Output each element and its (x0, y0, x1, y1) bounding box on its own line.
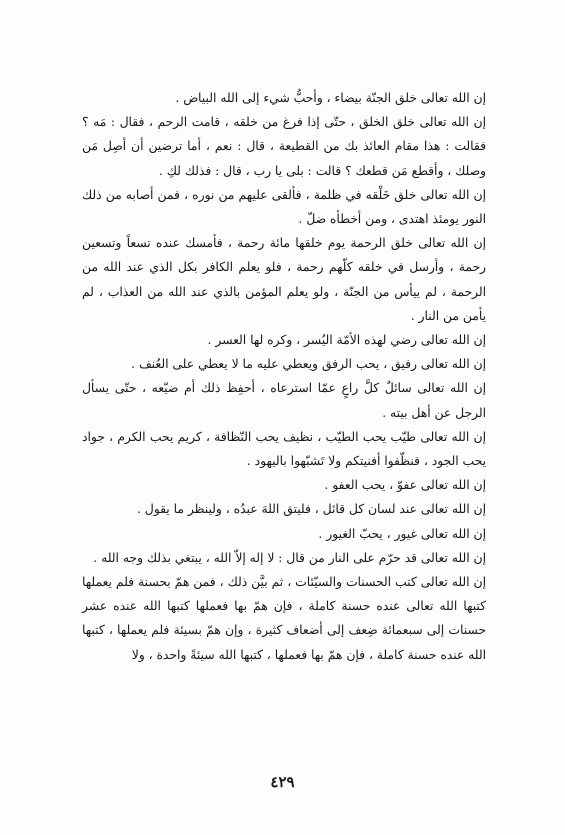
hadith-paragraph: إن الله تعالى خلق خَلْقه في ظلمة ، فألقى عليهم من نوره ، فمن أصابه من ذلك النور يومئذ اهتدى ، ومن أخطأه ضلّ . (82, 187, 486, 227)
hadith-paragraph: إن الله تعالى عند لسان كل قائل ، فليتق اللهَ عبدُه ، ولينظر ما يقول . (136, 502, 486, 517)
hadith-paragraph: إن الله تعالى عفوّ ، يحب العفو . (324, 478, 486, 493)
hadith-paragraph: إن الله تعالى سائلٌ كلَّ راعٍ عمّا استرعاه ، أحفِظ ذلك أم ضيّعه ، حتّى يسأل الرجل عن أهل بيته . (82, 381, 486, 420)
hadith-paragraph: إن الله تعالى خلق الجنّة بيضاء ، وأحبُّ شيء إلى الله البياض . (175, 91, 486, 105)
hadith-paragraph: إن الله تعالى كتب الحسنات والسيّئات ، ثم بيَّن ذلك ، فمن همّ بحسنة فلم يعملها كتبها الله تعالى عنده حسنة كاملة ، فإن همّ بها فعملها كتبها الله عنده عشر حسنات إلى سبعمائة ضِعف إلى أضعاف كثيرة ، وإن همّ بسيئة فلم يعملها ، كتبها الله عنده حسنة كاملة ، فإن همّ بها فعملها ، كتبها الله سيئةً واحدة ، ولا (82, 575, 486, 662)
page-number: ٤٢٩ (270, 773, 295, 791)
hadith-paragraph: إن الله تعالى غيور ، يحبّ الغيور . (318, 526, 486, 541)
hadith-paragraph: إن الله تعالى قد حرّم على النار من قال : لا إله إلاّ الله ، يبتغي بذلك وجه الله . (93, 550, 486, 565)
hadith-paragraph: إن الله تعالى خلق الرحمة يوم خلقها مائة رحمة ، فأمسك عنده تسعاً وتسعين رحمة ، وأرسل في خلقه كلّهم رحمة ، فلو يعلم الكافر بكل الذي عند الله من الرحمة ، لم ييأس من الجنّة ، ولو يعلم المؤمن بالذي عند الله من العذاب ، لم يأمن من النار . (82, 236, 486, 323)
hadith-paragraph: إن الله تعالى رضي لهذه الأمّة اليُسر ، وكره لها العسر . (207, 333, 486, 348)
hadith-paragraph: إن الله تعالى خلق الخلق ، حتّى إذا فرغ من خلقه ، قامت الرحم ، فقال : مَه ؟ فقالت : هذا مقام العائذ بك من القطيعة ، قال : نعم ، أما ترضين أن أصِل مَن وصلك ، وأقطع مَن قطعك ؟ قالت : بلى يا رب ، قال : فذلك لكِ . (82, 115, 486, 178)
hadith-text-block (82, 86, 486, 667)
hadith-paragraph: إن الله تعالى طيّب يحب الطيّب ، نظيف يحب النّظافة ، كريم يحب الكرم ، جواد يحب الجود ، فنظّفوا أفنيتكم ولا تَشبّهوا باليهود . (82, 429, 486, 469)
hadith-paragraph: إن الله تعالى رفيق ، يحب الرفق ويعطي عليه ما لا يعطي على العُنف . (131, 357, 486, 372)
